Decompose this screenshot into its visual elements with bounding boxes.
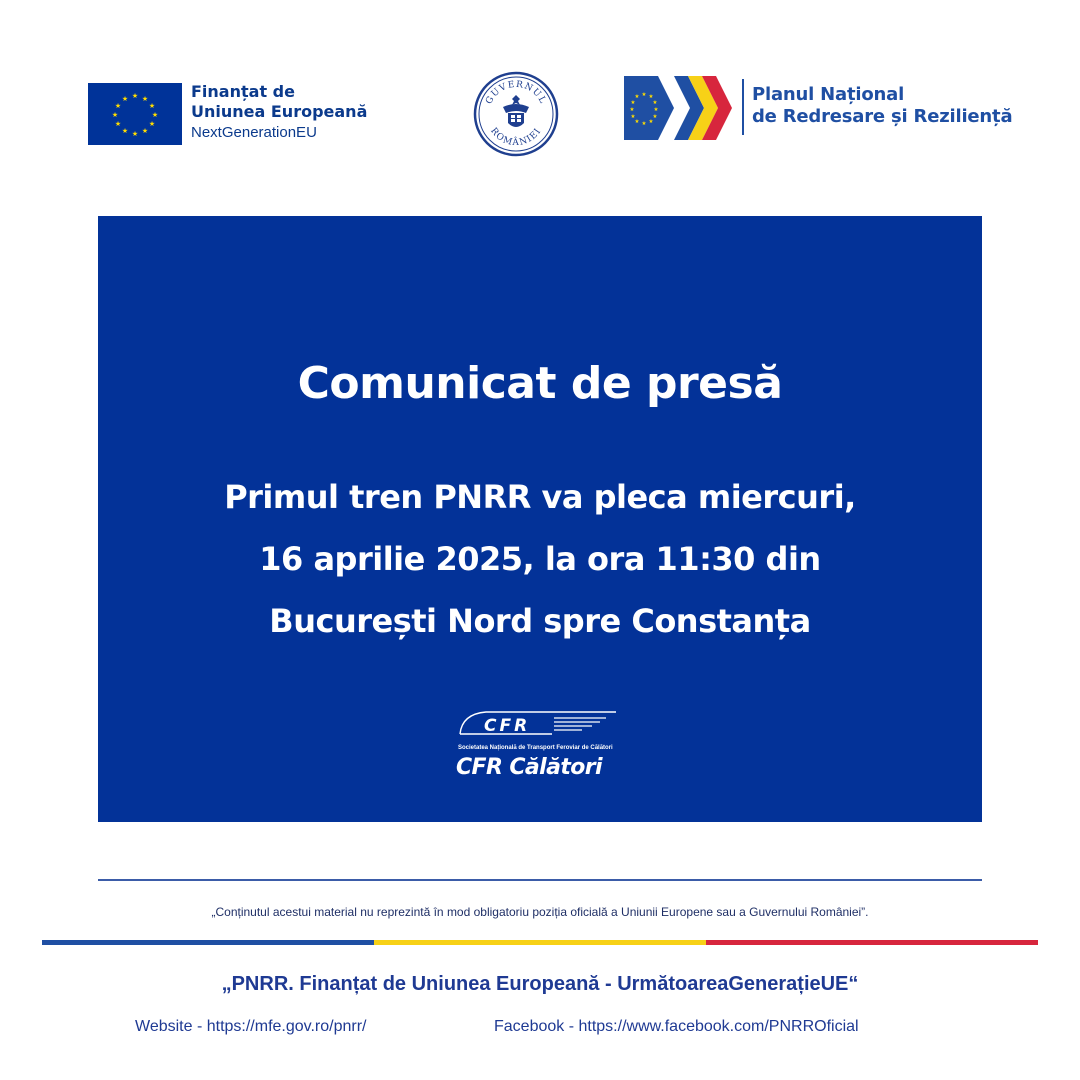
- svg-text:★: ★: [641, 121, 647, 127]
- svg-text:★: ★: [148, 102, 156, 110]
- svg-text:★: ★: [629, 107, 635, 113]
- svg-text:★: ★: [114, 120, 122, 128]
- tricolor-yellow: [374, 940, 706, 945]
- eu-funding-line3: NextGenerationEU: [191, 124, 317, 141]
- headline-line-1: Primul tren PNRR va pleca miercuri,: [224, 478, 856, 516]
- svg-text:★: ★: [630, 114, 636, 120]
- svg-text:★: ★: [111, 111, 119, 119]
- disclaimer-text: „Conținutul acestui material nu reprezintă în mod obligatoriu poziția oficială a Uniunii Europene sau a Guvernului României”.: [211, 905, 869, 919]
- pnrr-slogan: „PNRR. Finanțat de Uniunea Europeană - UrmătoareaGenerațieUE“: [221, 973, 859, 995]
- svg-text:★: ★: [121, 127, 129, 135]
- pnrr-arrows-icon: [624, 76, 736, 140]
- pnrr-label-line1: Planul Național: [752, 84, 905, 105]
- footer-divider: [98, 879, 982, 881]
- tricolor-red: [706, 940, 1038, 945]
- eu-funding-label: [191, 82, 367, 144]
- cfr-calatori-name: CFR Călători: [456, 755, 602, 780]
- svg-text:★: ★: [148, 120, 156, 128]
- svg-text:★: ★: [653, 107, 659, 113]
- pnrr-label-line2: de Redresare și Reziliență: [752, 106, 1013, 127]
- svg-text:★: ★: [141, 95, 149, 103]
- svg-text:★: ★: [151, 111, 159, 119]
- press-release-title: Comunicat de presă: [297, 358, 783, 409]
- press-release-headline: [120, 466, 960, 652]
- website-link[interactable]: Website - https://mfe.gov.ro/pnrr/: [135, 1018, 367, 1035]
- pnrr-label: [752, 84, 1012, 128]
- pnrr-divider: [742, 79, 744, 135]
- eu-funding-line1: Finanțat de: [191, 82, 295, 101]
- eu-flag-icon: [88, 83, 182, 145]
- seal-text-top: GUVERNUL: [484, 79, 548, 107]
- cfr-train-mark-icon: [456, 708, 622, 742]
- svg-text:★: ★: [114, 102, 122, 110]
- svg-text:★: ★: [630, 100, 636, 106]
- romanian-government-seal-icon: [473, 71, 559, 157]
- headline-line-3: București Nord spre Constanța: [269, 602, 811, 640]
- cfr-tagline: Societatea Națională de Transport Feroviar de Călători: [458, 745, 613, 751]
- svg-text:★: ★: [652, 100, 658, 106]
- svg-text:★: ★: [652, 114, 658, 120]
- cfr-mark-text: CFR: [484, 716, 531, 736]
- tricolor-blue: [42, 940, 374, 945]
- eu-funding-line2: Uniunea Europeană: [191, 102, 368, 121]
- facebook-link[interactable]: Facebook - https://www.facebook.com/PNRROficial: [494, 1018, 859, 1035]
- svg-text:★: ★: [131, 130, 139, 138]
- cfr-calatori-logo: [450, 708, 622, 784]
- svg-text:★: ★: [634, 94, 640, 100]
- headline-line-2: 16 aprilie 2025, la ora 11:30 din: [259, 540, 821, 578]
- svg-text:★: ★: [648, 94, 654, 100]
- svg-text:★: ★: [634, 119, 640, 125]
- svg-text:★: ★: [648, 119, 654, 125]
- svg-text:★: ★: [131, 92, 139, 100]
- svg-text:★: ★: [121, 95, 129, 103]
- svg-text:★: ★: [141, 127, 149, 135]
- svg-text:★: ★: [641, 92, 647, 98]
- seal-text-bottom: ROMÂNIEI: [488, 126, 544, 149]
- romanian-tricolor-bar: [42, 940, 1038, 945]
